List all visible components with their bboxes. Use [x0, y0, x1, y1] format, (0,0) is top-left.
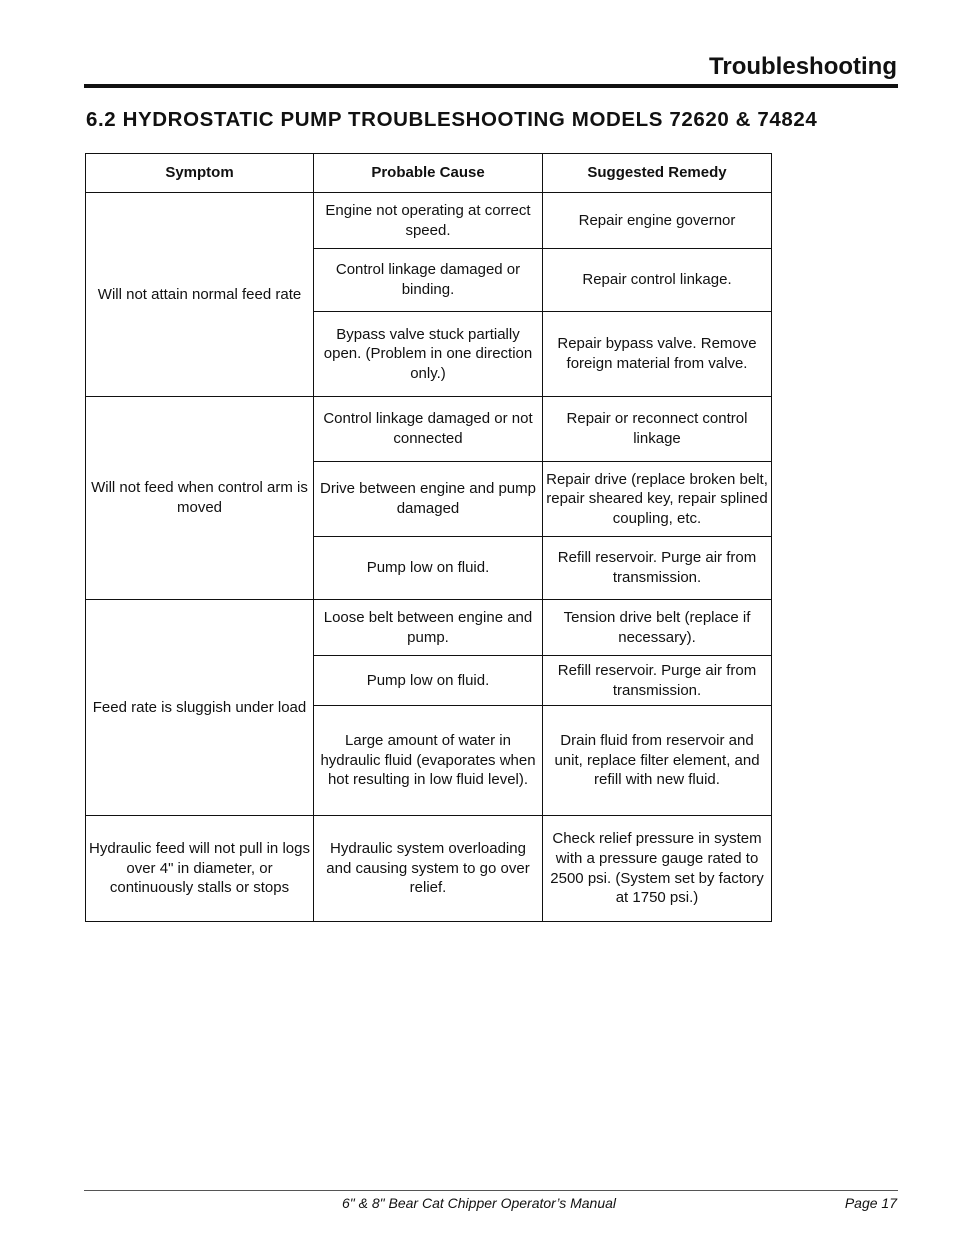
symptom-cell: Will not attain normal feed rate [86, 193, 314, 397]
header-rule [84, 84, 898, 88]
cause-cell: Hydraulic system overloading and causing system to go over relief. [314, 816, 543, 922]
remedy-cell: Tension drive belt (replace if necessary). [543, 600, 772, 656]
footer-manual-title: 6" & 8" Bear Cat Chipper Operator’s Manual [342, 1195, 617, 1211]
header-suggested-remedy: Suggested Remedy [543, 154, 772, 193]
symptom-cell: Hydraulic feed will not pull in logs over 4" in diameter, or continuously stalls or stops [86, 816, 314, 922]
header-probable-cause: Probable Cause [314, 154, 543, 193]
cause-cell: Drive between engine and pump damaged [314, 462, 543, 537]
cause-cell: Pump low on fluid. [314, 656, 543, 706]
footer-rule [84, 1190, 898, 1191]
remedy-cell: Repair control linkage. [543, 249, 772, 312]
remedy-cell: Repair bypass valve. Remove foreign material from valve. [543, 312, 772, 397]
remedy-cell: Check relief pressure in system with a pressure gauge rated to 2500 psi. (System set by factory at 1750 psi.) [543, 816, 772, 922]
header-symptom: Symptom [86, 154, 314, 193]
cause-cell: Control linkage damaged or not connected [314, 397, 543, 462]
cause-cell: Engine not operating at correct speed. [314, 193, 543, 249]
symptom-cell: Feed rate is sluggish under load [86, 600, 314, 816]
cause-cell: Control linkage damaged or binding. [314, 249, 543, 312]
table-row [86, 397, 772, 462]
remedy-cell: Repair or reconnect control linkage [543, 397, 772, 462]
table-header-row [86, 154, 772, 193]
table-row [86, 600, 772, 656]
remedy-cell: Repair engine governor [543, 193, 772, 249]
table-row [86, 816, 772, 922]
table-row [86, 193, 772, 249]
remedy-cell: Repair drive (replace broken belt, repair sheared key, repair splined coupling, etc. [543, 462, 772, 537]
remedy-cell: Drain fluid from reservoir and unit, replace filter element, and refill with new fluid. [543, 706, 772, 816]
troubleshooting-table [85, 153, 772, 922]
page-header-title: Troubleshooting [709, 53, 897, 80]
symptom-cell: Will not feed when control arm is moved [86, 397, 314, 600]
cause-cell: Bypass valve stuck partially open. (Problem in one direction only.) [314, 312, 543, 397]
section-title: 6.2 HYDROSTATIC PUMP TROUBLESHOOTING MODELS 72620 & 74824 [86, 108, 818, 131]
remedy-cell: Refill reservoir. Purge air from transmission. [543, 537, 772, 600]
cause-cell: Large amount of water in hydraulic fluid (evaporates when hot resulting in low fluid level). [314, 706, 543, 816]
remedy-cell: Refill reservoir. Purge air from transmission. [543, 656, 772, 706]
cause-cell: Pump low on fluid. [314, 537, 543, 600]
page-number: Page 17 [844, 1195, 897, 1211]
cause-cell: Loose belt between engine and pump. [314, 600, 543, 656]
